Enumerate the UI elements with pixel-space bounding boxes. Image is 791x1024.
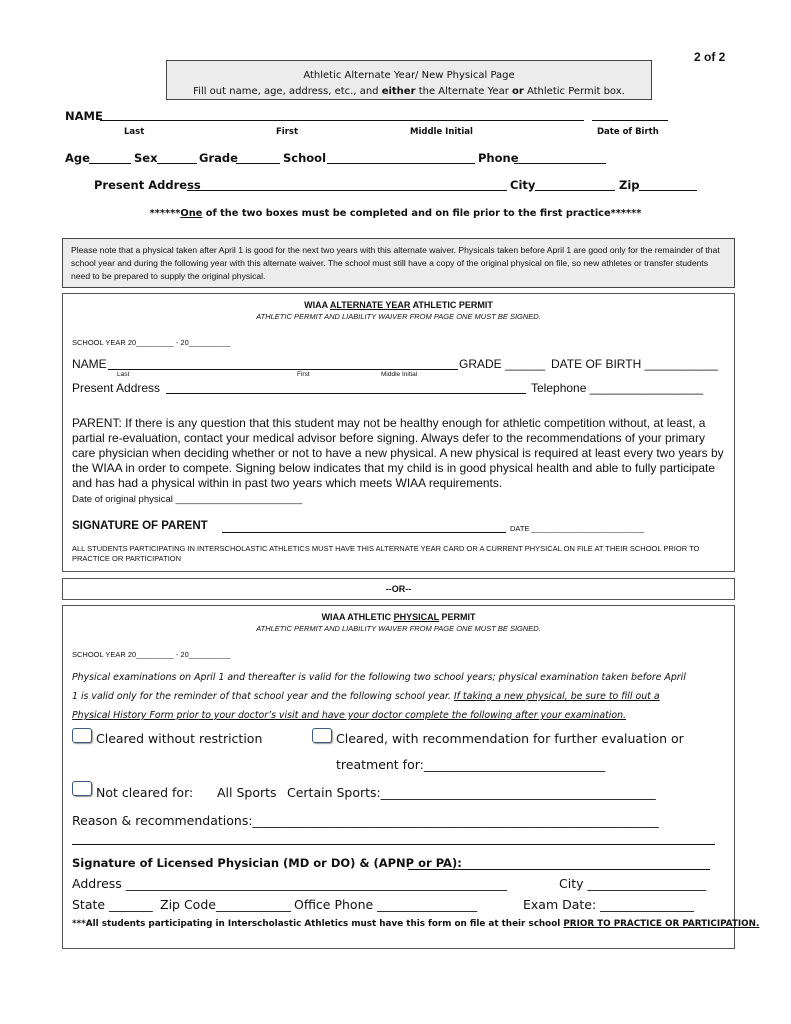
- alt-last-caption: Last: [117, 371, 130, 378]
- school-field[interactable]: [327, 150, 475, 164]
- page-number: 2 of 2: [694, 50, 726, 64]
- address-field[interactable]: [187, 177, 507, 191]
- phone-label: Phone: [478, 151, 519, 165]
- city-label: City: [510, 178, 536, 192]
- phys-paragraph: Physical examinations on April 1 and thereafter is valid for the following two school years; physical examination taken before April 1 is valid only for the reminder of that school year and the following school year. If taking a new physical, be sure to fill out a Physical History Form prior to your doctor’s visit and have your doctor complete the following after your examination.: [72, 672, 686, 721]
- parent-date-field[interactable]: DATE ___________________________: [510, 524, 645, 533]
- parent-statement: PARENT: If there is any question that this student may not be healthy enough for athletic competition without, at least, a partial re-evaluation, contact your medical advisor before signing. Always defer to the recommendations of your primary care physician when deciding whether or not to have a new physical. A new physical is required at least every two years by the WIAA in order to compete. Signing below indicates that my child is in good physical health and able to fully participate and has had a physical within in past two years which meets WIAA requirements.: [72, 416, 724, 490]
- physical-note: Please note that a physical taken after April 1 is good for the next two years with this alternate waiver. Physicals taken before April 1 are good only for the remainder of that school year and during the following year with this alternate waiver. The school must still have a copy of the original physical on file, so new athletes or transfer students need to be prepared to supply the original physical.: [62, 238, 735, 288]
- date-original-physical[interactable]: Date of original physical ________________________: [72, 494, 303, 505]
- alt-name-field[interactable]: [108, 356, 458, 370]
- alt-address-field[interactable]: [166, 380, 526, 394]
- cleared-label: Cleared without restriction: [96, 731, 263, 746]
- all-sports-option[interactable]: All Sports: [217, 785, 277, 800]
- alt-first-caption: First: [297, 371, 310, 378]
- phone-field[interactable]: [514, 150, 606, 164]
- dob-field[interactable]: [592, 107, 668, 121]
- phys-zip-field[interactable]: Zip Code____________: [160, 897, 291, 912]
- cleared-checkbox[interactable]: [72, 728, 92, 743]
- header-title: Athletic Alternate Year/ New Physical Page: [303, 70, 515, 81]
- school-label: School: [283, 151, 327, 165]
- physician-signature-label: Signature of Licensed Physician (MD or DO) & (APNP or PA):: [72, 856, 462, 870]
- treatment-field[interactable]: treatment for:_____________________________: [336, 757, 606, 772]
- alt-grade-field[interactable]: GRADE ______: [459, 357, 546, 371]
- cleared-rec-checkbox[interactable]: [312, 728, 332, 743]
- dob-caption: Date of Birth: [597, 127, 659, 137]
- age-field[interactable]: [89, 150, 131, 164]
- reason-extra-line[interactable]: [72, 835, 715, 845]
- phys-permit-title: WIAA ATHLETIC PHYSICAL PERMIT: [321, 612, 476, 622]
- phys-state-field[interactable]: State _______: [72, 897, 153, 912]
- phys-school-year[interactable]: SCHOOL YEAR 20_________ - 20__________: [72, 650, 231, 659]
- name-label: NAME: [65, 109, 103, 123]
- last-caption: Last: [124, 127, 145, 137]
- phys-permit-subtitle: ATHLETIC PERMIT AND LIABILITY WAIVER FROM PAGE ONE MUST BE SIGNED.: [256, 624, 541, 633]
- grade-field[interactable]: [236, 150, 280, 164]
- not-cleared-label: Not cleared for:: [96, 785, 194, 800]
- cleared-rec-label: Cleared, with recommendation for further evaluation or: [336, 731, 684, 746]
- header-instruction: Fill out name, age, address, etc., and either the Alternate Year or Athletic Permit box.: [193, 86, 625, 97]
- phys-permit-footer: ***All students participating in Interscholastic Athletics must have this form on file at their school PRIOR TO PRACTICE OR PARTICIPATION.: [72, 919, 760, 929]
- not-cleared-checkbox[interactable]: [72, 781, 92, 796]
- alt-dob-field[interactable]: DATE OF BIRTH ___________: [551, 357, 718, 371]
- alt-school-year[interactable]: SCHOOL YEAR 20_________ - 20__________: [72, 338, 231, 347]
- zip-field[interactable]: [639, 177, 697, 191]
- address-label: Present Address: [94, 178, 201, 192]
- alt-name-label: NAME: [72, 357, 107, 371]
- certain-sports-field[interactable]: Certain Sports:____________________________________________: [287, 785, 656, 800]
- exam-date-field[interactable]: Exam Date: _______________: [523, 897, 694, 912]
- phys-city-field[interactable]: City ___________________: [559, 876, 707, 891]
- grade-label: Grade: [199, 151, 238, 165]
- parent-signature-field[interactable]: [222, 519, 506, 533]
- or-divider: --OR--: [62, 578, 735, 600]
- first-caption: First: [276, 127, 299, 137]
- sex-field[interactable]: [157, 150, 197, 164]
- reason-field[interactable]: Reason & recommendations:_________________________________________________________________: [72, 813, 659, 828]
- phys-address-field[interactable]: Address _____________________________________________________________: [72, 876, 508, 891]
- alt-permit-subtitle: ATHLETIC PERMIT AND LIABILITY WAIVER FROM PAGE ONE MUST BE SIGNED.: [256, 312, 541, 321]
- alt-address-label: Present Address: [72, 381, 161, 395]
- alt-middle-caption: Middle Initial: [381, 371, 418, 378]
- age-label: Age: [65, 151, 90, 165]
- name-field[interactable]: [100, 107, 584, 121]
- zip-label: Zip: [619, 178, 640, 192]
- alt-permit-footer: ALL STUDENTS PARTICIPATING IN INTERSCHOLASTIC ATHLETICS MUST HAVE THIS ALTERNATE YEAR CARD OR A CURRENT PHYSICAL ON FILE AT THEIR SCHOOL PRIOR TO PRACTICE OR PARTICIPATION: [72, 544, 700, 563]
- sex-label: Sex: [134, 151, 158, 165]
- middle-caption: Middle Initial: [410, 127, 473, 137]
- phys-office-phone-field[interactable]: Office Phone ________________: [294, 897, 478, 912]
- city-field[interactable]: [535, 177, 615, 191]
- parent-signature-label: SIGNATURE OF PARENT: [72, 520, 208, 532]
- requirement-note: ******One of the two boxes must be completed and on file prior to the first practice******: [149, 208, 642, 219]
- alt-permit-title: WIAA ALTERNATE YEAR ATHLETIC PERMIT: [304, 300, 493, 310]
- alt-telephone-field[interactable]: Telephone _________________: [531, 381, 704, 395]
- header-box: [166, 60, 652, 100]
- physician-signature-field[interactable]: [408, 856, 710, 870]
